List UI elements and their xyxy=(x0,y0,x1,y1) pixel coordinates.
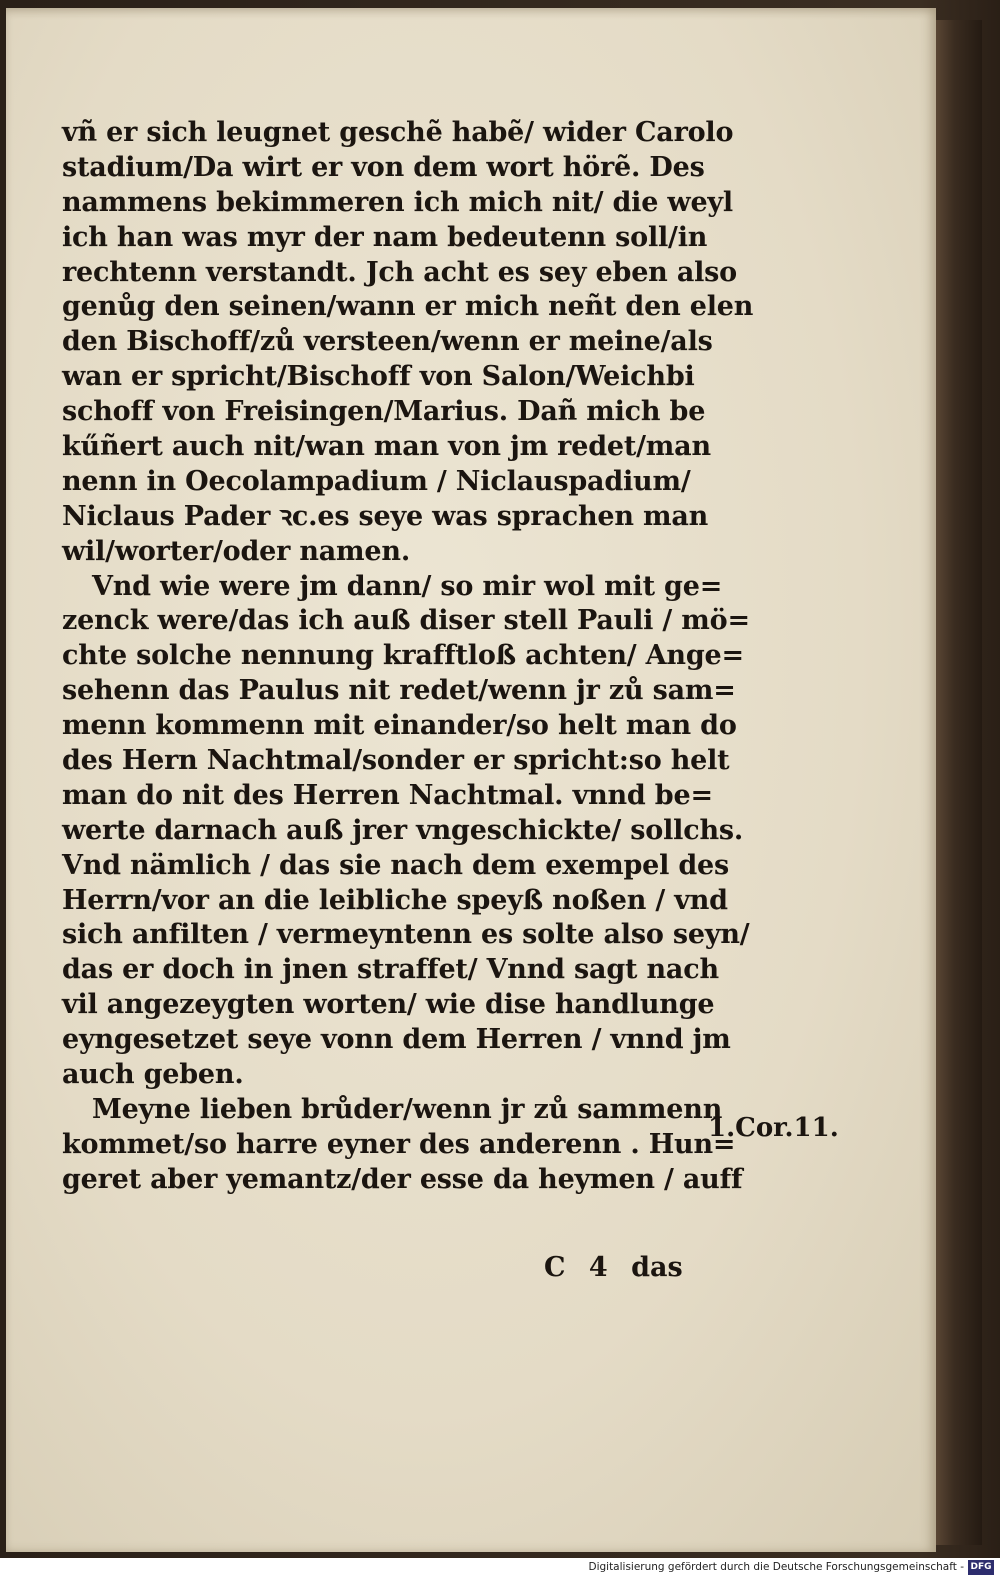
text-line: schoff von Freisingen/Marius. Dañ mich be xyxy=(62,396,706,428)
text-line: kűñert auch nit/wan man von jm redet/man xyxy=(62,431,711,463)
text-line: zenck were/das ich auß diser stell Pauli / mö= xyxy=(62,605,750,637)
text-line: man do nit des Herren Nachtmal. vnnd be= xyxy=(62,779,713,811)
marginal-note: 1.Cor.11. xyxy=(708,1113,839,1143)
text-line: Herrn/vor an die leibliche speyß noßen / vnd xyxy=(62,884,728,916)
footer-credit: Digitalisierung gefördert durch die Deutsche Forschungsgemeinschaft - xyxy=(588,1561,964,1573)
text-line: Meyne lieben brůder/wenn jr zů sammenn xyxy=(92,1093,723,1125)
text-line: geret aber yemantz/der esse da heymen / auff xyxy=(62,1163,743,1195)
text-line: nenn in Oecolampadium / Niclauspadium/ xyxy=(62,465,691,497)
body-text xyxy=(62,116,754,1198)
text-line: Niclaus Pader ꝛc.es seye was sprachen man xyxy=(62,500,709,532)
text-line: kommet/so harre eyner des anderenn . Hun= xyxy=(62,1128,736,1160)
signature-catchword: C 4 das xyxy=(544,1252,683,1283)
text-line: rechtenn verstandt. Jch acht es sey eben also xyxy=(62,256,737,288)
text-line: menn kommenn mit einander/so helt man do xyxy=(62,710,737,742)
text-line: chte solche nennung krafftloß achten/ Ange= xyxy=(62,640,744,672)
text-line: Vnd nämlich / das sie nach dem exempel des xyxy=(62,849,730,881)
text-line: genůg den seinen/wann er mich neñt den elen xyxy=(62,291,754,323)
text-line: Vnd wie were jm dann/ so mir wol mit ge= xyxy=(92,570,723,602)
text-line: vñ er sich leugnet geschẽ habẽ/ wider Carolo xyxy=(62,117,734,148)
text-line: sehenn das Paulus nit redet/wenn jr zů sam= xyxy=(62,675,736,707)
book-page-edge xyxy=(936,20,982,1545)
text-line: den Bischoff/zů versteen/wenn er meine/als xyxy=(62,326,713,358)
dfg-logo: DFG xyxy=(968,1560,994,1575)
text-line: ich han was myr der nam bedeutenn soll/in xyxy=(62,221,708,253)
text-line: sich anfilten / vermeyntenn es solte also seyn/ xyxy=(62,919,750,951)
text-line: stadium/Da wirt er von dem wort hörẽ. Des xyxy=(62,151,705,183)
text-line: vil angezeygten worten/ wie dise handlunge xyxy=(62,989,715,1021)
text-line: das er doch in jnen straffet/ Vnnd sagt nach xyxy=(62,954,719,986)
text-line: nammens bekimmeren ich mich nit/ die weyl xyxy=(62,186,733,218)
text-line: werte darnach auß jrer vngeschickte/ sollchs. xyxy=(62,814,744,846)
text-line: auch geben. xyxy=(62,1059,244,1091)
text-line: wan er spricht/Bischoff von Salon/Weichbi xyxy=(62,361,695,393)
text-line: des Hern Nachtmal/sonder er spricht:so helt xyxy=(62,745,730,777)
text-line: eyngesetzet seye vonn dem Herren / vnnd jm xyxy=(62,1024,731,1056)
text-line: wil/worter/oder namen. xyxy=(62,535,411,567)
